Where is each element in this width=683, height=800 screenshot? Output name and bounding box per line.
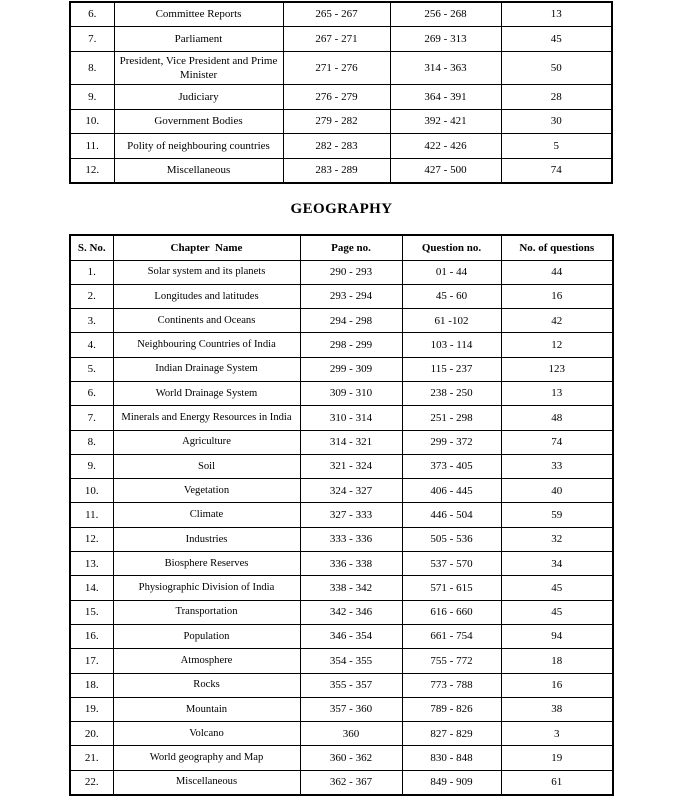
chapter-cell: Agriculture <box>113 430 300 454</box>
question-count-cell: 38 <box>501 697 613 721</box>
question-count-cell: 5 <box>501 134 612 159</box>
question-range-cell: 299 - 372 <box>402 430 501 454</box>
page-range-cell: 290 - 293 <box>300 260 402 284</box>
question-count-cell: 33 <box>501 454 613 478</box>
sno-cell: 21. <box>70 746 113 770</box>
chapter-cell: Neighbouring Countries of India <box>113 333 300 357</box>
question-range-cell: 830 - 848 <box>402 746 501 770</box>
geography-section-heading: GEOGRAPHY <box>290 201 393 217</box>
question-count-cell: 59 <box>501 503 613 527</box>
page-range-cell: 309 - 310 <box>300 381 402 405</box>
question-range-cell: 827 - 829 <box>402 722 501 746</box>
sno-cell: 15. <box>70 600 113 624</box>
chapter-cell: Miscellaneous <box>114 158 283 183</box>
col-header-count: No. of questions <box>501 235 613 260</box>
question-range-cell: 392 - 421 <box>390 109 501 134</box>
col-header-questions: Question no. <box>402 235 501 260</box>
table-row <box>70 406 613 430</box>
sno-cell: 6. <box>70 381 113 405</box>
page-range-cell: 265 - 267 <box>283 2 390 27</box>
table-row <box>70 2 612 27</box>
table-row <box>70 649 613 673</box>
sno-cell: 19. <box>70 697 113 721</box>
question-count-cell: 16 <box>501 284 613 308</box>
table-row <box>70 51 612 85</box>
question-count-cell: 45 <box>501 600 613 624</box>
question-range-cell: 849 - 909 <box>402 770 501 794</box>
sno-cell: 7. <box>70 406 113 430</box>
sno-cell: 6. <box>70 2 114 27</box>
question-count-cell: 74 <box>501 430 613 454</box>
table-row <box>70 134 612 159</box>
sno-cell: 14. <box>70 576 113 600</box>
geography-table <box>69 234 614 796</box>
table-row <box>70 770 613 794</box>
question-count-cell: 45 <box>501 576 613 600</box>
page-range-cell: 294 - 298 <box>300 309 402 333</box>
chapter-cell: Rocks <box>113 673 300 697</box>
question-count-cell: 16 <box>501 673 613 697</box>
table-row <box>70 600 613 624</box>
page-range-cell: 360 <box>300 722 402 746</box>
chapter-cell: Soil <box>113 454 300 478</box>
page-range-cell: 299 - 309 <box>300 357 402 381</box>
chapter-cell: Physiographic Division of India <box>113 576 300 600</box>
question-count-cell: 13 <box>501 2 612 27</box>
question-count-cell: 3 <box>501 722 613 746</box>
chapter-cell: Miscellaneous <box>113 770 300 794</box>
table-row <box>70 284 613 308</box>
question-count-cell: 18 <box>501 649 613 673</box>
chapter-cell: Mountain <box>113 697 300 721</box>
table-row <box>70 722 613 746</box>
question-range-cell: 314 - 363 <box>390 51 501 85</box>
question-range-cell: 422 - 426 <box>390 134 501 159</box>
sno-cell: 22. <box>70 770 113 794</box>
question-range-cell: 364 - 391 <box>390 85 501 110</box>
table-row <box>70 454 613 478</box>
page-range-cell: 324 - 327 <box>300 479 402 503</box>
table-row <box>70 357 613 381</box>
chapter-cell: Climate <box>113 503 300 527</box>
table-row <box>70 552 613 576</box>
page-range-cell: 360 - 362 <box>300 746 402 770</box>
table-row <box>70 27 612 52</box>
question-range-cell: 537 - 570 <box>402 552 501 576</box>
question-range-cell: 773 - 788 <box>402 673 501 697</box>
page-range-cell: 362 - 367 <box>300 770 402 794</box>
polity-table-continued <box>69 1 613 184</box>
table-row <box>70 624 613 648</box>
page-range-cell: 355 - 357 <box>300 673 402 697</box>
page-range-cell: 338 - 342 <box>300 576 402 600</box>
question-range-cell: 505 - 536 <box>402 527 501 551</box>
chapter-cell: Parliament <box>114 27 283 52</box>
sno-cell: 18. <box>70 673 113 697</box>
table-row <box>70 527 613 551</box>
table-row <box>70 309 613 333</box>
question-count-cell: 12 <box>501 333 613 357</box>
chapter-cell: President, Vice President and Prime Minister <box>114 51 283 85</box>
table-row <box>70 746 613 770</box>
page-range-cell: 327 - 333 <box>300 503 402 527</box>
page-range-cell: 298 - 299 <box>300 333 402 357</box>
sno-cell: 4. <box>70 333 113 357</box>
question-range-cell: 238 - 250 <box>402 381 501 405</box>
page-range-cell: 314 - 321 <box>300 430 402 454</box>
page-range-cell: 276 - 279 <box>283 85 390 110</box>
chapter-cell: Judiciary <box>114 85 283 110</box>
table-row <box>70 109 612 134</box>
table-row <box>70 158 612 183</box>
sno-cell: 16. <box>70 624 113 648</box>
chapter-cell: Biosphere Reserves <box>113 552 300 576</box>
sno-cell: 5. <box>70 357 113 381</box>
question-range-cell: 789 - 826 <box>402 697 501 721</box>
page-range-cell: 279 - 282 <box>283 109 390 134</box>
question-count-cell: 32 <box>501 527 613 551</box>
table-row <box>70 381 613 405</box>
sno-cell: 9. <box>70 85 114 110</box>
chapter-cell: Continents and Oceans <box>113 309 300 333</box>
col-header-pages: Page no. <box>300 235 402 260</box>
sno-cell: 9. <box>70 454 113 478</box>
sno-cell: 1. <box>70 260 113 284</box>
sno-cell: 17. <box>70 649 113 673</box>
question-range-cell: 115 - 237 <box>402 357 501 381</box>
question-count-cell: 123 <box>501 357 613 381</box>
table-header-row <box>70 235 613 260</box>
sno-cell: 2. <box>70 284 113 308</box>
chapter-cell: Solar system and its planets <box>113 260 300 284</box>
question-count-cell: 19 <box>501 746 613 770</box>
question-range-cell: 571 - 615 <box>402 576 501 600</box>
question-range-cell: 251 - 298 <box>402 406 501 430</box>
question-count-cell: 50 <box>501 51 612 85</box>
page-range-cell: 310 - 314 <box>300 406 402 430</box>
sno-cell: 13. <box>70 552 113 576</box>
chapter-cell: Polity of neighbouring countries <box>114 134 283 159</box>
chapter-cell: Committee Reports <box>114 2 283 27</box>
page-range-cell: 354 - 355 <box>300 649 402 673</box>
sno-cell: 12. <box>70 527 113 551</box>
page-range-cell: 342 - 346 <box>300 600 402 624</box>
question-count-cell: 34 <box>501 552 613 576</box>
page-range-cell: 357 - 360 <box>300 697 402 721</box>
question-count-cell: 30 <box>501 109 612 134</box>
sno-cell: 12. <box>70 158 114 183</box>
page-range-cell: 321 - 324 <box>300 454 402 478</box>
table-row <box>70 697 613 721</box>
sno-cell: 8. <box>70 430 113 454</box>
question-count-cell: 48 <box>501 406 613 430</box>
question-count-cell: 74 <box>501 158 612 183</box>
table-row <box>70 503 613 527</box>
sno-cell: 10. <box>70 479 113 503</box>
chapter-cell: World geography and Map <box>113 746 300 770</box>
chapter-cell: Atmosphere <box>113 649 300 673</box>
table-row <box>70 576 613 600</box>
question-count-cell: 28 <box>501 85 612 110</box>
chapter-cell: Volcano <box>113 722 300 746</box>
chapter-cell: Indian Drainage System <box>113 357 300 381</box>
question-count-cell: 40 <box>501 479 613 503</box>
chapter-cell: Minerals and Energy Resources in India <box>113 406 300 430</box>
question-range-cell: 406 - 445 <box>402 479 501 503</box>
page-range-cell: 271 - 276 <box>283 51 390 85</box>
table-row <box>70 430 613 454</box>
page-range-cell: 333 - 336 <box>300 527 402 551</box>
col-header-chapter: Chapter Name <box>113 235 300 260</box>
question-range-cell: 446 - 504 <box>402 503 501 527</box>
chapter-cell: Transportation <box>113 600 300 624</box>
page-range-cell: 283 - 289 <box>283 158 390 183</box>
page-range-cell: 282 - 283 <box>283 134 390 159</box>
question-range-cell: 269 - 313 <box>390 27 501 52</box>
sno-cell: 8. <box>70 51 114 85</box>
question-count-cell: 13 <box>501 381 613 405</box>
chapter-cell: Vegetation <box>113 479 300 503</box>
sno-cell: 10. <box>70 109 114 134</box>
chapter-cell: Population <box>113 624 300 648</box>
question-count-cell: 94 <box>501 624 613 648</box>
question-count-cell: 44 <box>501 260 613 284</box>
question-range-cell: 45 - 60 <box>402 284 501 308</box>
table-row <box>70 479 613 503</box>
question-count-cell: 45 <box>501 27 612 52</box>
table-row <box>70 333 613 357</box>
sno-cell: 11. <box>70 503 113 527</box>
chapter-cell: Government Bodies <box>114 109 283 134</box>
page-range-cell: 267 - 271 <box>283 27 390 52</box>
question-range-cell: 616 - 660 <box>402 600 501 624</box>
question-range-cell: 256 - 268 <box>390 2 501 27</box>
question-range-cell: 61 -102 <box>402 309 501 333</box>
chapter-cell: Longitudes and latitudes <box>113 284 300 308</box>
question-range-cell: 427 - 500 <box>390 158 501 183</box>
table-row <box>70 85 612 110</box>
sno-cell: 7. <box>70 27 114 52</box>
sno-cell: 11. <box>70 134 114 159</box>
question-range-cell: 661 - 754 <box>402 624 501 648</box>
table-row <box>70 260 613 284</box>
question-count-cell: 42 <box>501 309 613 333</box>
page-range-cell: 336 - 338 <box>300 552 402 576</box>
sno-cell: 20. <box>70 722 113 746</box>
question-range-cell: 373 - 405 <box>402 454 501 478</box>
table-row <box>70 673 613 697</box>
question-count-cell: 61 <box>501 770 613 794</box>
sno-cell: 3. <box>70 309 113 333</box>
col-header-sno: S. No. <box>70 235 113 260</box>
page-range-cell: 346 - 354 <box>300 624 402 648</box>
chapter-cell: Industries <box>113 527 300 551</box>
question-range-cell: 755 - 772 <box>402 649 501 673</box>
page-range-cell: 293 - 294 <box>300 284 402 308</box>
chapter-cell: World Drainage System <box>113 381 300 405</box>
question-range-cell: 103 - 114 <box>402 333 501 357</box>
question-range-cell: 01 - 44 <box>402 260 501 284</box>
